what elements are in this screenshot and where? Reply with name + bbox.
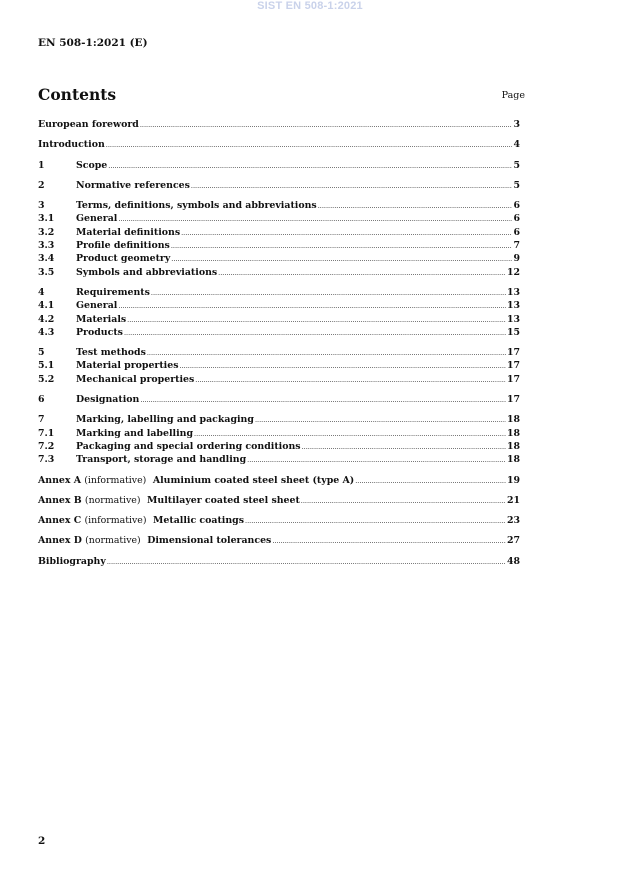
toc-entry-page: 18 (506, 454, 520, 466)
dot-leader (108, 159, 512, 173)
toc-entry-title (38, 514, 244, 527)
toc-entry-title: Transport, storage and handling (76, 454, 247, 466)
annex-qualifier: (informative) (84, 515, 147, 527)
toc-entry-number: 3.2 (38, 226, 55, 238)
toc-entry-page: 12 (506, 266, 520, 278)
toc-entry-page: 21 (506, 494, 520, 506)
toc-entry-title: European foreword (38, 119, 139, 130)
toc-entry[interactable] (38, 138, 520, 151)
toc-group (38, 138, 520, 151)
annex-label: Annex D (38, 535, 82, 547)
toc-entry-title: General (76, 213, 118, 225)
toc-entry-page: 7 (513, 240, 520, 252)
dot-leader (140, 118, 513, 132)
toc-group (38, 534, 520, 547)
toc-entry[interactable] (38, 359, 520, 372)
toc-entry-title: Materials (76, 313, 127, 325)
dot-leader (245, 514, 506, 528)
toc-entry-title (38, 474, 354, 487)
toc-entry-title: Marking and labelling (76, 427, 194, 439)
dot-leader (181, 226, 512, 240)
toc-entry-page: 13 (506, 300, 520, 312)
watermark: SIST EN 508-1:2021 (257, 0, 363, 12)
toc-entry-title: Marking, labelling and packaging (76, 414, 254, 426)
toc-entry[interactable] (38, 514, 520, 527)
toc-entry[interactable] (38, 453, 520, 466)
toc-entry-title: Products (76, 326, 123, 338)
dot-leader (180, 359, 506, 373)
dot-leader (171, 252, 512, 266)
dot-leader (151, 286, 506, 300)
dot-leader (272, 534, 506, 548)
contents-heading: Contents (38, 85, 117, 104)
toc-entry[interactable] (38, 413, 520, 426)
toc-entry-number: 2 (38, 179, 45, 191)
toc-entry[interactable] (38, 179, 520, 192)
dot-leader (127, 313, 506, 327)
toc-entry-title: Bibliography (38, 555, 106, 567)
toc-entry[interactable] (38, 440, 520, 453)
toc-entry-page: 4 (513, 139, 520, 151)
toc-entry-title: General (76, 300, 118, 312)
dot-leader (318, 199, 513, 213)
toc-entry[interactable] (38, 199, 520, 212)
annex-title: Multilayer coated steel sheet (147, 494, 300, 506)
toc-group (38, 514, 520, 527)
toc-entry[interactable] (38, 494, 520, 507)
toc-entry-number: 3 (38, 200, 45, 212)
table-of-contents (38, 118, 520, 575)
toc-group (38, 413, 520, 466)
annex-label: Annex A (38, 474, 81, 486)
toc-entry-number: 5.2 (38, 373, 55, 385)
toc-entry-number: 3.5 (38, 266, 55, 278)
toc-group (38, 199, 520, 279)
toc-entry-title: Material properties (76, 360, 179, 372)
toc-entry-page: 17 (506, 394, 520, 406)
toc-entry-page: 18 (506, 414, 520, 426)
toc-entry[interactable] (38, 226, 520, 239)
toc-group (38, 346, 520, 386)
toc-entry-page: 48 (506, 555, 520, 567)
toc-entry-number: 4.2 (38, 313, 55, 325)
toc-entry-number: 3.3 (38, 240, 55, 252)
dot-leader (118, 212, 512, 226)
toc-entry[interactable] (38, 474, 520, 487)
toc-entry-page: 5 (513, 179, 520, 191)
toc-entry-number: 3.1 (38, 213, 55, 225)
toc-group (38, 159, 520, 172)
toc-entry-number: 3.4 (38, 253, 55, 265)
toc-group (38, 555, 520, 568)
annex-qualifier: (normative) (84, 494, 141, 506)
toc-entry-page: 6 (513, 200, 520, 212)
dot-leader (106, 138, 513, 152)
toc-group (38, 179, 520, 192)
dot-leader (302, 440, 506, 454)
toc-entry-title: Designation (76, 394, 140, 406)
toc-entry-number: 1 (38, 159, 45, 171)
toc-entry-page: 13 (506, 313, 520, 325)
toc-entry[interactable] (38, 326, 520, 339)
toc-entry-title: Scope (76, 159, 108, 171)
toc-entry[interactable] (38, 299, 520, 312)
dot-leader (171, 239, 513, 253)
dot-leader (140, 393, 506, 407)
toc-entry-title: Mechanical properties (76, 373, 195, 385)
annex-label: Annex B (38, 494, 82, 506)
annex-title: Dimensional tolerances (147, 535, 272, 547)
toc-entry[interactable] (38, 266, 520, 279)
toc-entry-page: 18 (506, 427, 520, 439)
toc-entry-page: 19 (506, 474, 520, 486)
annex-title: Metallic coatings (153, 515, 245, 527)
toc-entry-title: Normative references (76, 179, 190, 191)
dot-leader (194, 427, 506, 441)
toc-entry-page: 5 (513, 159, 520, 171)
dot-leader (191, 179, 513, 193)
toc-entry-number: 4 (38, 286, 45, 298)
toc-entry-number: 4.3 (38, 326, 55, 338)
toc-entry-page: 17 (506, 360, 520, 372)
toc-entry[interactable] (38, 118, 520, 131)
toc-group (38, 118, 520, 131)
toc-entry-number: 4.1 (38, 300, 55, 312)
toc-group (38, 494, 520, 507)
toc-entry-number: 7.2 (38, 440, 55, 452)
toc-entry-title: Introduction (38, 139, 105, 151)
dot-leader (107, 555, 506, 569)
annex-label: Annex C (38, 515, 82, 527)
toc-entry-page: 17 (506, 347, 520, 359)
toc-entry[interactable] (38, 286, 520, 299)
toc-entry-title: Symbols and abbreviations (76, 266, 218, 278)
dot-leader (124, 326, 506, 340)
toc-entry-title: Test methods (76, 347, 146, 359)
toc-entry-title: Requirements (76, 286, 150, 298)
document-id: EN 508-1:2021 (E) (38, 37, 148, 49)
toc-entry[interactable] (38, 427, 520, 440)
toc-entry-title (38, 494, 300, 507)
toc-group (38, 393, 520, 406)
toc-entry-number: 7 (38, 414, 45, 426)
toc-entry[interactable] (38, 159, 520, 172)
toc-entry-page: 17 (506, 373, 520, 385)
toc-entry-page: 15 (506, 326, 520, 338)
toc-entry[interactable] (38, 555, 520, 568)
toc-entry-number: 7.3 (38, 454, 55, 466)
toc-entry-page: 18 (506, 440, 520, 452)
toc-entry-title (38, 534, 271, 547)
dot-leader (118, 299, 506, 313)
toc-entry[interactable] (38, 239, 520, 252)
toc-group (38, 474, 520, 487)
toc-entry-page: 9 (513, 253, 520, 265)
toc-group (38, 286, 520, 339)
dot-leader (247, 453, 506, 467)
toc-entry-page: 13 (506, 286, 520, 298)
toc-entry-page: 6 (513, 213, 520, 225)
toc-entry[interactable] (38, 373, 520, 386)
toc-entry[interactable] (38, 252, 520, 265)
toc-entry-title: Profile definitions (76, 240, 170, 252)
toc-entry-title: Packaging and special ordering conditions (76, 440, 301, 452)
toc-entry-number: 7.1 (38, 427, 55, 439)
toc-entry[interactable] (38, 212, 520, 225)
toc-entry-number: 5.1 (38, 360, 55, 372)
toc-entry[interactable] (38, 534, 520, 547)
toc-entry-page: 23 (506, 515, 520, 527)
dot-leader (218, 266, 506, 280)
toc-entry-title: Terms, definitions, symbols and abbreviations (76, 200, 317, 212)
toc-entry[interactable] (38, 313, 520, 326)
toc-entry-page: 6 (513, 226, 520, 238)
dot-leader (195, 373, 506, 387)
toc-entry-number: 5 (38, 347, 45, 359)
annex-qualifier: (normative) (85, 535, 141, 547)
page-column-label: Page (501, 90, 525, 101)
annex-title: Aluminium coated steel sheet (type A) (152, 474, 355, 486)
toc-entry[interactable] (38, 393, 520, 406)
toc-entry-page: 3 (513, 119, 520, 130)
dot-leader (301, 494, 506, 508)
page-number: 2 (38, 835, 46, 847)
toc-entry-page: 27 (506, 535, 520, 547)
dot-leader (147, 346, 506, 360)
toc-entry[interactable] (38, 346, 520, 359)
toc-entry-title: Product geometry (76, 253, 171, 265)
toc-entry-number: 6 (38, 394, 45, 406)
dot-leader (255, 413, 506, 427)
annex-qualifier: (informative) (84, 474, 147, 486)
toc-entry-title: Material definitions (76, 226, 181, 238)
dot-leader (355, 474, 506, 488)
